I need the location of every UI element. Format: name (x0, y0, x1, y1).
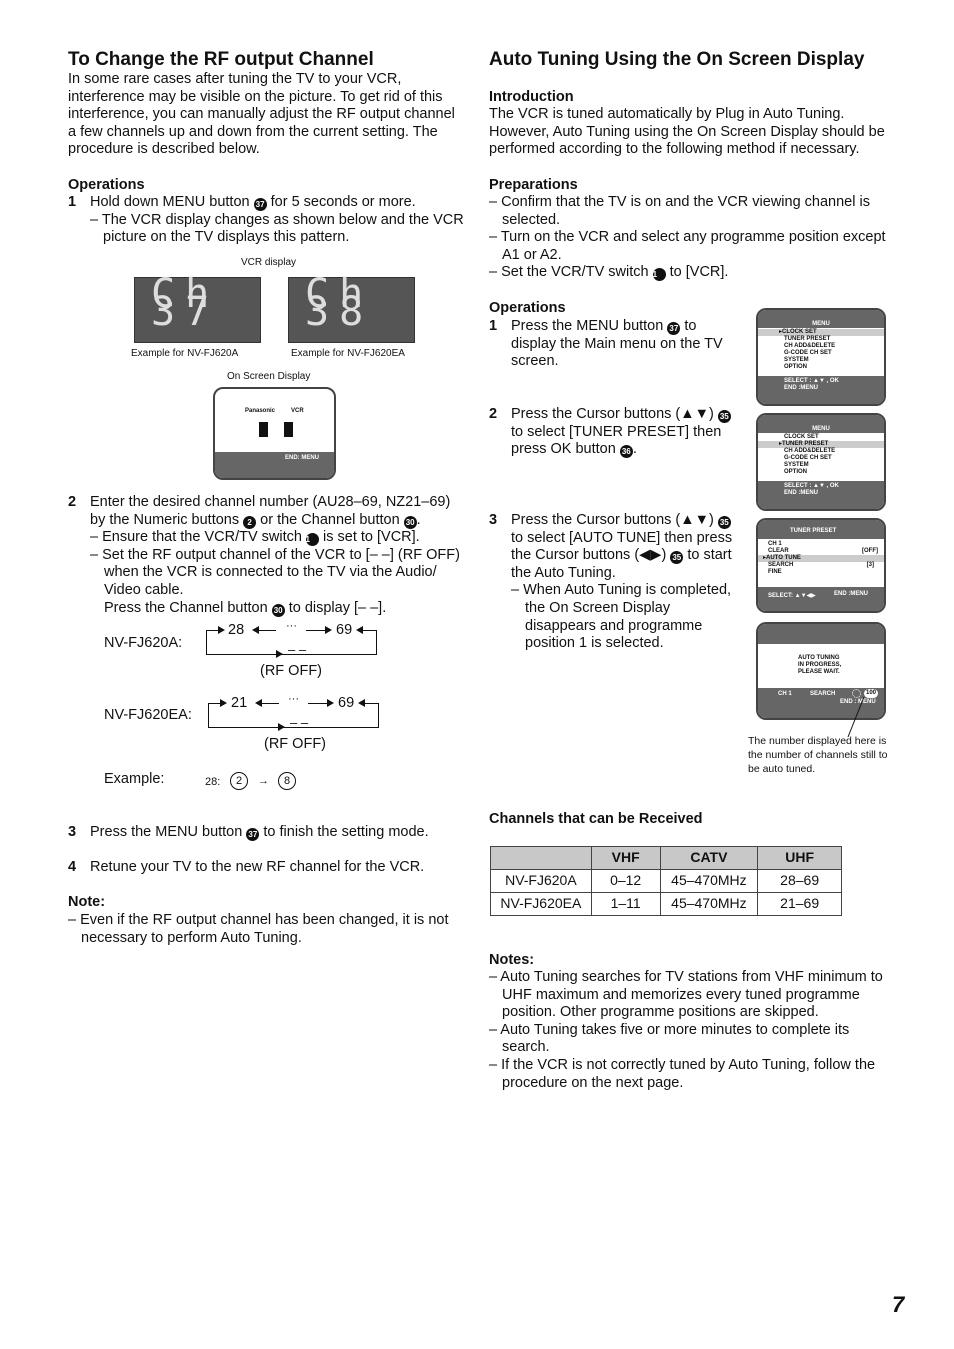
step-subnote: – When Auto Tuning is completed, the On Screen Display disappears and programme position 1 is selected. (511, 582, 732, 652)
step-text: Retune your TV to the new RF channel for the VCR. (90, 859, 425, 875)
test-pattern-bar (259, 422, 268, 437)
screen-footer (758, 587, 884, 611)
step-number: 3 (68, 824, 77, 840)
diagram-off: – – (288, 642, 307, 657)
step-text: for 5 seconds or more. (270, 194, 416, 210)
footer-end: END : MENU (840, 699, 876, 705)
osd-tv-screen (213, 387, 336, 480)
table-header: VHF (591, 847, 660, 870)
notes-heading: Notes: (489, 952, 535, 968)
button-ref-icon: 37 (254, 198, 267, 211)
screen-title: TUNER PRESET (758, 520, 884, 539)
step-text: to display [– –]. (288, 599, 387, 616)
button-ref-icon: 35 (670, 551, 683, 564)
right-step-2 (489, 406, 739, 459)
step-subnote: – The VCR display changes as shown below and the VCR picture on the TV displays this pattern. (90, 211, 464, 246)
step-text: to display the Main menu on the TV screen. (511, 318, 723, 370)
screen-title: MENU (758, 310, 884, 328)
table-cell: 45–470MHz (660, 870, 758, 893)
diagram-dots: ··· (288, 693, 299, 705)
footer-line: END :MENU (784, 490, 818, 496)
footer-ch: CH 1 (778, 691, 792, 697)
menu-item: CH ADD&DELETE (784, 448, 836, 454)
footer-search: SEARCH (810, 691, 836, 697)
osd-brand: Panasonic (245, 408, 276, 414)
menu-item: G-CODE CH SET (784, 350, 832, 356)
message-line: PLEASE WAIT. (798, 669, 840, 675)
menu-item: CLEAR (768, 548, 789, 554)
button-ref-icon: 30 (404, 516, 417, 529)
menu-value: [3] (866, 562, 874, 568)
step-number: 2 (489, 406, 498, 422)
button-ref-icon: 37 (246, 828, 259, 841)
step-text: or the Channel button (260, 511, 400, 528)
diagram-b-label: NV-FJ620EA: (104, 707, 192, 723)
button-ref-icon: 37 (667, 322, 680, 335)
table-cell: 0–12 (591, 870, 660, 893)
button-ref-icon: 21 (653, 268, 666, 281)
left-step-4 (68, 859, 464, 877)
osd-label: On Screen Display (227, 371, 311, 382)
message-line: AUTO TUNING (798, 655, 840, 661)
prep-item: – Turn on the VCR and select any programme position except A1 or A2. (489, 229, 886, 263)
diagram-end: 69 (338, 695, 355, 711)
step-text: to finish the setting mode. (263, 824, 429, 840)
diagram-dots: ··· (286, 620, 297, 632)
left-step-1 (68, 194, 464, 247)
table-header (491, 847, 592, 870)
left-section-title: To Change the RF output Channel (68, 49, 374, 70)
vcr-lcd-display-b (288, 271, 415, 343)
menu-item: OPTION (784, 364, 808, 370)
remaining-count: 100 (866, 690, 877, 696)
table-heading: Channels that can be Received (489, 811, 703, 827)
left-intro: In some rare cases after tuning the TV to your VCR, interference may be visible on the picture. To get rid of this interference, you can manually adjust the RF output channel a few channels up and down from the current setting. The procedure is described below. (68, 71, 455, 158)
step-text: – Ensure that the VCR/TV switch (90, 529, 302, 546)
diagram-rf-off: (RF OFF) (264, 736, 327, 752)
intro-heading: Introduction (489, 89, 574, 105)
table-header: CATV (660, 847, 758, 870)
tv-menu-screen-1 (756, 308, 886, 406)
diagram-start: 28 (228, 622, 245, 638)
menu-item: ▸TUNER PRESET (779, 441, 829, 447)
step-number: 2 (68, 494, 77, 510)
prep-item: – Confirm that the TV is on and the VCR viewing channel is selected. (489, 194, 870, 228)
menu-item: ▸CLOCK SET (779, 329, 817, 335)
step-subnote: – Set the RF output channel of the VCR to [– –] (RF OFF) when the VCR is connected to the TV via the Audio/ Video cable. (90, 546, 460, 598)
osd-footer: END: MENU (215, 452, 334, 478)
tv-menu-screen-2 (756, 413, 886, 511)
button-ref-icon: 35 (718, 410, 731, 423)
step-subnote (90, 529, 464, 547)
step-text: Press the Cursor buttons (▲▼) (511, 406, 714, 422)
right-ops-heading: Operations (489, 300, 566, 316)
step-text: Press the Channel button (104, 599, 268, 616)
menu-item: CLOCK SET (784, 434, 819, 440)
diagram-end: 69 (336, 622, 353, 638)
menu-item: CH 1 (768, 541, 782, 547)
footer-line: SELECT : ▲▼ , OK (784, 378, 839, 384)
menu-item: SYSTEM (784, 357, 809, 363)
table-cell: 1–11 (591, 893, 660, 916)
table-header: UHF (758, 847, 842, 870)
table-cell: 28–69 (758, 870, 842, 893)
prep-heading: Preparations (489, 177, 578, 193)
screen-footer (758, 481, 884, 509)
menu-item: G-CODE CH SET (784, 455, 832, 461)
step-text: . (416, 511, 421, 528)
button-ref-icon: 30 (272, 604, 285, 617)
example-keys (205, 772, 305, 794)
footer-line: END :MENU (784, 385, 818, 391)
table-header-row (491, 847, 842, 870)
step-number: 4 (68, 859, 77, 875)
prep-list (489, 194, 889, 282)
step-text: Press the MENU button (90, 824, 243, 840)
step-subnote (104, 600, 464, 618)
numeric-key-icon: 8 (278, 772, 296, 790)
footer-line: SELECT: ▲▼◀▶ (768, 593, 816, 599)
channel-cycle-diagram-a (200, 620, 390, 700)
menu-item: FINE (768, 569, 782, 575)
menu-item: ▸AUTO TUNE (763, 555, 801, 561)
screen-caption: The number displayed here is the number of channels still to be auto tuned. (748, 735, 888, 775)
right-step-3 (489, 512, 739, 653)
menu-item-row (768, 548, 878, 555)
menu-list (779, 434, 836, 476)
note-item: – If the VCR is not correctly tuned by Auto Tuning, follow the procedure on the next page. (489, 1056, 876, 1091)
page-number: 7 (892, 1292, 905, 1317)
lcd-caption-a: Example for NV-FJ620A (131, 348, 239, 359)
footer-line: SELECT : ▲▼ , OK (784, 483, 839, 489)
step-number: 3 (489, 512, 498, 528)
vcr-display-label: VCR display (241, 257, 297, 268)
footer-line: END :MENU (834, 591, 868, 597)
button-ref-icon: 21 (306, 533, 319, 546)
table-cell: NV-FJ620EA (491, 893, 592, 916)
vcr-lcd-display-a (134, 271, 261, 343)
step-number: 1 (489, 318, 498, 334)
right-step-1 (489, 318, 739, 371)
menu-item: CH ADD&DELETE (784, 343, 836, 349)
diagram-a-label: NV-FJ620A: (104, 635, 183, 651)
notes-list (489, 969, 891, 1092)
menu-item: TUNER PRESET (784, 336, 831, 342)
osd-vcr: VCR (291, 408, 304, 414)
table-cell: NV-FJ620A (491, 870, 592, 893)
test-pattern-bar (284, 422, 293, 437)
step-text: . (632, 441, 637, 458)
note-item: – Auto Tuning searches for TV stations from VHF minimum to UHF maximum and memorizes every tuned programme position. Other programme positions are skipped. (489, 969, 883, 1021)
button-ref-icon: 2 (243, 516, 256, 529)
diagram-start: 21 (231, 695, 248, 711)
step-text: Enter the desired channel number (AU28–69, NZ21–69) by the Numeric buttons (90, 494, 451, 528)
step-text: to select [AUTO TUNE] then press the Cursor buttons (◀▶) (511, 529, 733, 564)
left-step-2 (68, 494, 464, 617)
step-text: to select [TUNER PRESET] then press OK button (511, 423, 722, 458)
step-text: Hold down MENU button (90, 194, 250, 210)
progress-message (798, 655, 841, 676)
step-text: is set to [VCR]. (323, 529, 420, 546)
menu-list (763, 541, 878, 576)
step-number: 1 (68, 194, 77, 210)
lcd-caption-b: Example for NV-FJ620EA (291, 348, 405, 359)
diagram-rf-off: (RF OFF) (260, 663, 323, 679)
menu-value: [OFF] (862, 548, 878, 554)
right-intro: The VCR is tuned automatically by Plug in Auto Tuning. However, Auto Tuning using the On Screen Display should be performed according to the following method if necessary. (489, 106, 885, 158)
diagram-off: – – (290, 715, 309, 730)
table-row (491, 893, 842, 916)
left-note: – Even if the RF output channel has been changed, it is not necessary to perform Auto Tuning. (68, 912, 449, 946)
button-ref-icon: 36 (620, 445, 633, 458)
channel-cycle-diagram-b (202, 693, 392, 773)
menu-item-row (768, 562, 878, 569)
left-step-3 (68, 824, 464, 842)
numeric-key-icon: 2 (230, 772, 248, 790)
arrow-right-icon: → (258, 775, 269, 787)
note-item: – Auto Tuning takes five or more minutes to complete its search. (489, 1021, 850, 1056)
button-ref-icon: 35 (718, 516, 731, 529)
menu-list (779, 329, 836, 371)
screen-title: MENU (758, 415, 884, 433)
channels-table (490, 846, 842, 916)
table-cell: 45–470MHz (660, 893, 758, 916)
tv-tuner-preset-screen (756, 518, 886, 613)
prep-item (489, 264, 889, 282)
lcd-text: Ch 37 (151, 271, 220, 335)
step-text: Press the Cursor buttons (▲▼) (511, 512, 714, 528)
menu-item: SYSTEM (784, 462, 809, 468)
example-prefix: 28: (205, 776, 221, 788)
step-text: to start the Auto Tuning. (511, 547, 732, 581)
menu-item: SEARCH (768, 562, 794, 568)
table-row (491, 870, 842, 893)
step-text: – Set the VCR/TV switch (489, 264, 649, 281)
lcd-text: Ch 38 (305, 271, 374, 335)
message-line: IN PROGRESS, (798, 662, 842, 668)
left-ops-heading: Operations (68, 177, 145, 193)
step-text: Press the MENU button (511, 318, 664, 334)
example-label: Example: (104, 771, 165, 787)
screen-footer (758, 376, 884, 404)
step-text: to [VCR]. (669, 264, 729, 281)
left-note-heading: Note: (68, 894, 106, 910)
right-section-title: Auto Tuning Using the On Screen Display (489, 49, 865, 70)
menu-item: OPTION (784, 469, 808, 475)
table-cell: 21–69 (758, 893, 842, 916)
